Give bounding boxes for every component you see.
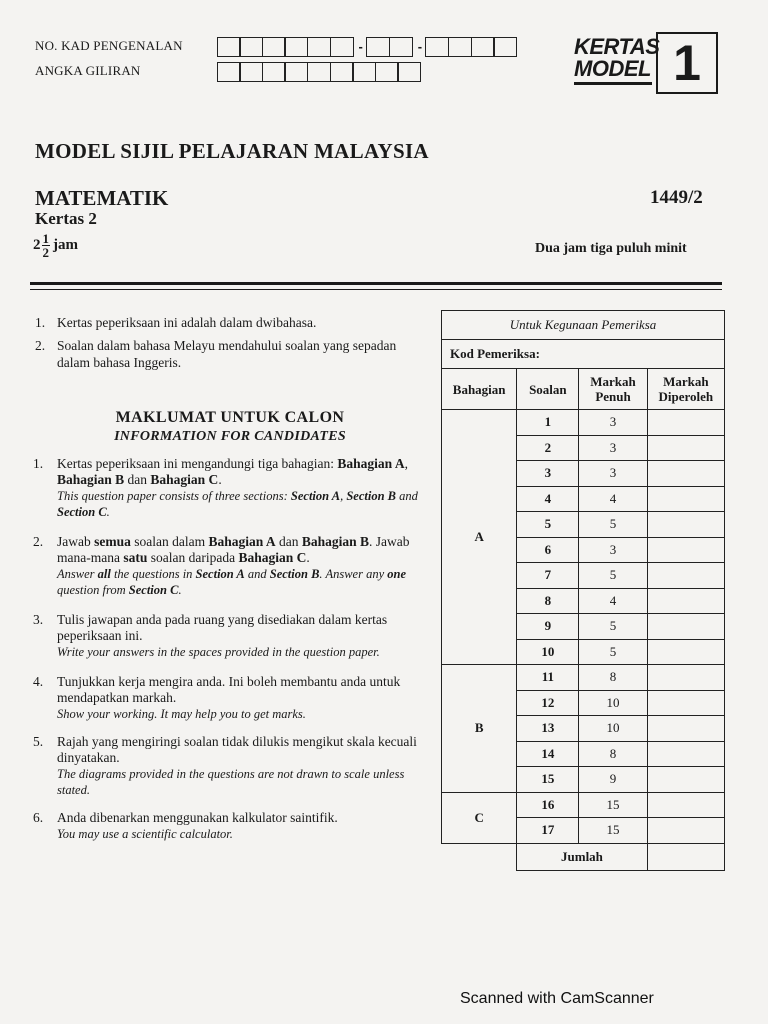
question-number-cell: 10 — [517, 639, 579, 665]
info-item-ms: Anda dibenarkan menggunakan kalkulator saintifik. — [57, 810, 338, 825]
marks-obtained-cell[interactable] — [647, 486, 724, 512]
full-marks-cell: 8 — [579, 665, 647, 691]
table-row — [442, 792, 725, 818]
ic-digit-box[interactable] — [471, 37, 495, 57]
index-digit-box[interactable] — [217, 62, 241, 82]
info-item-body — [57, 456, 433, 520]
info-item-number: 3. — [33, 612, 44, 627]
full-marks-cell: 5 — [579, 639, 647, 665]
duration-unit: jam — [53, 237, 78, 253]
info-item-en: Show your working. It may help you to get marks. — [57, 707, 306, 721]
info-item-en: Write your answers in the spaces provided in the question paper. — [57, 645, 380, 659]
full-marks-cell: 10 — [579, 690, 647, 716]
question-number-cell: 6 — [517, 537, 579, 563]
info-item-number: 2. — [33, 534, 44, 549]
question-number-cell: 7 — [517, 563, 579, 589]
section-cell: B — [442, 665, 517, 793]
note-text: Soalan dalam bahasa Melayu mendahului soalan yang sepadan dalam bahasa Inggeris. — [57, 338, 397, 370]
marks-obtained-cell[interactable] — [647, 639, 724, 665]
ic-separator: - — [358, 38, 363, 54]
full-marks-cell: 10 — [579, 716, 647, 742]
ic-digit-box[interactable] — [493, 37, 517, 57]
info-item — [33, 612, 433, 660]
ic-digit-box[interactable] — [425, 37, 449, 57]
section-cell: A — [442, 410, 517, 665]
info-item-ms: Jawab semua soalan dalam Bahagian A dan Bahagian B. Jawab mana-mana satu soalan daripada Bahagian C. — [57, 534, 410, 565]
header-bahagian: Bahagian — [442, 369, 517, 410]
index-digit-box[interactable] — [352, 62, 376, 82]
info-item — [33, 734, 433, 798]
index-digit-box[interactable] — [307, 62, 331, 82]
paper-type-badge — [574, 36, 659, 85]
ic-digit-box[interactable] — [330, 37, 354, 57]
info-item — [33, 456, 433, 520]
info-item-en: This question paper consists of three sections: Section A, Section B and Section C. — [57, 489, 418, 519]
question-number-cell: 5 — [517, 512, 579, 538]
index-digit-box[interactable] — [262, 62, 286, 82]
info-item-en: The diagrams provided in the questions are not drawn to scale unless stated. — [57, 767, 405, 797]
ic-digit-box[interactable] — [217, 37, 241, 57]
marks-obtained-cell[interactable] — [647, 741, 724, 767]
duration-text: Dua jam tiga puluh minit — [535, 241, 687, 256]
note-text: Kertas peperiksaan ini adalah dalam dwibahasa. — [57, 315, 317, 330]
examiner-code-field[interactable]: Kod Pemeriksa: — [442, 340, 725, 369]
full-marks-cell: 15 — [579, 792, 647, 818]
full-marks-cell: 4 — [579, 486, 647, 512]
ic-digit-box[interactable] — [307, 37, 331, 57]
table-row — [442, 665, 725, 691]
total-marks-cell[interactable] — [647, 843, 724, 870]
info-item-ms: Tulis jawapan anda pada ruang yang disediakan dalam kertas peperiksaan ini. — [57, 612, 388, 643]
index-number-label: ANGKA GILIRAN — [35, 63, 141, 78]
ic-digit-box[interactable] — [448, 37, 472, 57]
index-digit-box[interactable] — [397, 62, 421, 82]
question-number-cell: 2 — [517, 435, 579, 461]
question-number-cell: 17 — [517, 818, 579, 844]
full-marks-cell: 5 — [579, 614, 647, 640]
info-item-number: 1. — [33, 456, 44, 471]
marks-obtained-cell[interactable] — [647, 818, 724, 844]
ic-digit-box[interactable] — [284, 37, 308, 57]
question-number-cell: 9 — [517, 614, 579, 640]
duration-fraction — [42, 232, 51, 259]
index-digit-box[interactable] — [375, 62, 399, 82]
ic-digit-box[interactable] — [262, 37, 286, 57]
subject-name: MATEMATIK — [35, 186, 169, 210]
ic-digit-box[interactable] — [239, 37, 263, 57]
marks-obtained-cell[interactable] — [647, 716, 724, 742]
paper-number: Kertas 2 — [35, 209, 97, 228]
marks-obtained-cell[interactable] — [647, 435, 724, 461]
model-number-box: 1 — [656, 32, 718, 94]
full-marks-cell: 15 — [579, 818, 647, 844]
general-notes — [35, 314, 420, 377]
info-item-body — [57, 674, 433, 722]
general-note — [35, 337, 420, 371]
full-marks-cell: 3 — [579, 435, 647, 461]
question-number-cell: 15 — [517, 767, 579, 793]
marks-obtained-cell[interactable] — [647, 410, 724, 436]
info-item-en: You may use a scientific calculator. — [57, 827, 233, 841]
info-item-number: 4. — [33, 674, 44, 689]
ic-number-label: NO. KAD PENGENALAN — [35, 38, 183, 53]
marks-obtained-cell[interactable] — [647, 461, 724, 487]
question-number-cell: 13 — [517, 716, 579, 742]
info-item-body — [57, 734, 433, 798]
duration-whole: 2 — [33, 237, 41, 253]
question-number-cell: 8 — [517, 588, 579, 614]
marks-obtained-cell[interactable] — [647, 563, 724, 589]
index-digit-box[interactable] — [330, 62, 354, 82]
index-digit-box[interactable] — [239, 62, 263, 82]
info-item-en: Answer all the questions in Section A and Section B. Answer any one question from Section C. — [57, 567, 406, 597]
full-marks-cell: 5 — [579, 512, 647, 538]
exam-title: MODEL SIJIL PELAJARAN MALAYSIA — [35, 139, 429, 163]
info-item — [33, 534, 433, 598]
header-rule-thin — [30, 289, 722, 290]
info-item-number: 5. — [33, 734, 44, 749]
header-markah-penuh: Markah Penuh — [579, 369, 647, 410]
marks-obtained-cell[interactable] — [647, 614, 724, 640]
header-rule — [30, 282, 722, 285]
question-number-cell: 1 — [517, 410, 579, 436]
question-number-cell: 12 — [517, 690, 579, 716]
info-item — [33, 810, 433, 842]
full-marks-cell: 8 — [579, 741, 647, 767]
full-marks-cell: 3 — [579, 537, 647, 563]
total-label: Jumlah — [517, 843, 647, 870]
marks-obtained-cell[interactable] — [647, 767, 724, 793]
badge-line-2: MODEL — [574, 56, 651, 81]
ic-separator: - — [417, 38, 423, 54]
fraction-numerator: 1 — [42, 231, 49, 246]
full-marks-cell: 3 — [579, 461, 647, 487]
full-marks-cell: 9 — [579, 767, 647, 793]
fraction-denominator: 2 — [42, 245, 49, 260]
paper-code: 1449/2 — [650, 187, 703, 208]
marks-obtained-cell[interactable] — [647, 588, 724, 614]
info-item — [33, 674, 433, 722]
marks-obtained-cell[interactable] — [647, 792, 724, 818]
info-item-body — [57, 612, 433, 660]
examiner-table — [441, 310, 725, 871]
total-row — [442, 843, 725, 870]
header-markah-diperoleh: Markah Diperoleh — [647, 369, 724, 410]
badge-underline — [574, 82, 652, 85]
index-digit-box[interactable] — [284, 62, 308, 82]
note-number: 1. — [35, 315, 46, 330]
ic-digit-box[interactable] — [366, 37, 390, 57]
duration — [33, 232, 78, 259]
info-heading-ms: MAKLUMAT UNTUK CALON — [115, 409, 345, 426]
badge-line-1: KERTAS — [574, 34, 660, 59]
info-item-body — [57, 810, 338, 842]
ic-digit-box[interactable] — [389, 37, 413, 57]
marks-obtained-cell[interactable] — [647, 537, 724, 563]
index-number-boxes[interactable] — [218, 62, 421, 82]
full-marks-cell: 3 — [579, 410, 647, 436]
info-item-ms: Tunjukkan kerja mengira anda. Ini boleh membantu anda untuk mendapatkan markah. — [57, 674, 401, 705]
table-row — [442, 410, 725, 436]
section-cell: C — [442, 792, 517, 843]
question-number-cell: 3 — [517, 461, 579, 487]
info-item-number: 6. — [33, 810, 44, 825]
info-item-body — [57, 534, 433, 598]
info-items — [33, 456, 433, 842]
header-soalan: Soalan — [517, 369, 579, 410]
question-number-cell: 14 — [517, 741, 579, 767]
info-item-ms: Rajah yang mengiringi soalan tidak dilukis mengikut skala kecuali dinyatakan. — [57, 734, 417, 765]
marks-obtained-cell[interactable] — [647, 690, 724, 716]
marks-obtained-cell[interactable] — [647, 512, 724, 538]
info-item-ms: Kertas peperiksaan ini mengandungi tiga bahagian: Bahagian A, Bahagian B dan Bahagian C. — [57, 456, 408, 487]
full-marks-cell: 4 — [579, 588, 647, 614]
question-number-cell: 11 — [517, 665, 579, 691]
ic-number-boxes[interactable] — [218, 37, 517, 57]
info-heading-en: INFORMATION FOR CANDIDATES — [114, 429, 346, 444]
marks-obtained-cell[interactable] — [647, 665, 724, 691]
examiner-table-caption: Untuk Kegunaan Pemeriksa — [442, 311, 725, 340]
full-marks-cell: 5 — [579, 563, 647, 589]
question-number-cell: 16 — [517, 792, 579, 818]
general-note — [35, 314, 420, 331]
question-number-cell: 4 — [517, 486, 579, 512]
note-number: 2. — [35, 338, 46, 353]
camscanner-watermark: Scanned with CamScanner — [460, 990, 654, 1007]
